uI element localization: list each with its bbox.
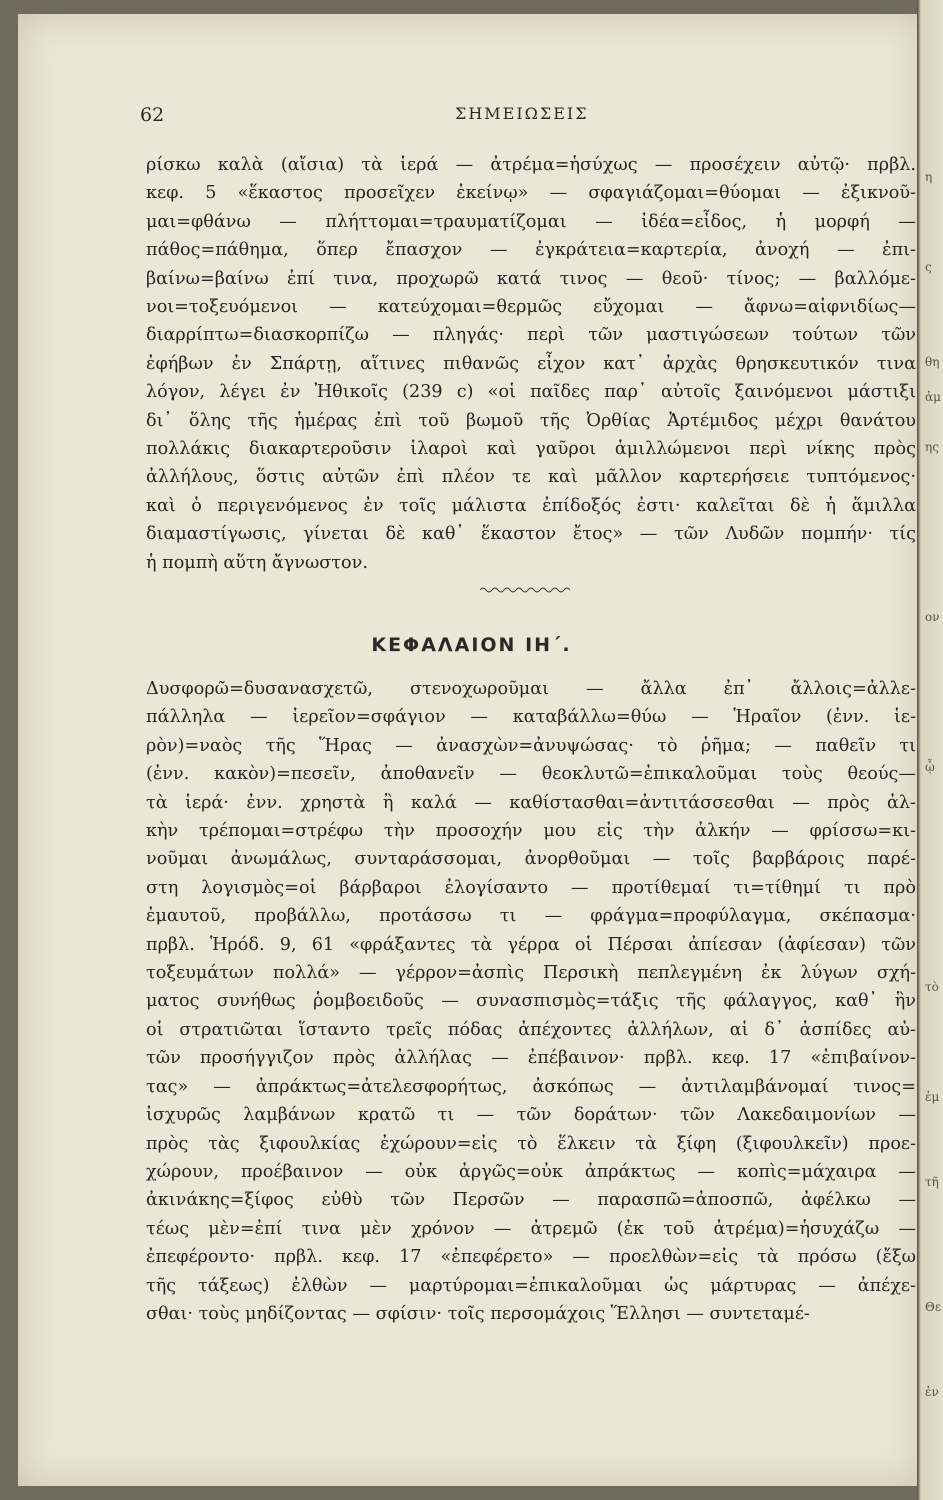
text-line: ματος συνήθως ῥομβοειδοῦς — συνασπισμὸς=τάξις τῆς φάλαγγος, καθ᾿ ἣν xyxy=(146,991,916,1012)
text-line: ἐπεφέροντο· πρβλ. κεφ. 17 «ἐπεφέρετο» — προελθὼν=εἰς τὰ πρόσω (ἔξω xyxy=(146,1247,916,1268)
edge-fragment: Θε xyxy=(925,1300,942,1314)
running-head: ΣΗΜΕΙΩΣΕΙΣ xyxy=(455,104,589,123)
text-line: χώρουν, προέβαινον — οὐκ ἀργῶς=οὐκ ἀπράκτως — κοπὶς=μάχαιρα — xyxy=(146,1161,916,1182)
text-line: πάθος=πάθημα, ὅπερ ἔπασχον — ἐγκράτεια=καρτερία, ἀνοχή — ἐπι- xyxy=(146,240,916,261)
text-line: πολλάκις διακαρτεροῦσιν ἱλαροὶ καὶ γαῦροι ἁμιλλώμενοι περὶ νίκης πρὸς xyxy=(146,439,916,460)
text-line: ρὸν)=ναὸς τῆς Ἥρας — ἀνασχὼν=ἀνυψώσας· τὸ ῥῆμα; — παθεῖν τι xyxy=(146,735,916,756)
text-line: δι᾿ ὅλης τῆς ἡμέρας ἐπὶ τοῦ βωμοῦ τῆς Ὀρθίας Ἀρτέμιδος μέχρι θανάτου xyxy=(146,410,916,431)
text-line: τῆς τάξεως) ἐλθὼν — μαρτύρομαι=ἐπικαλοῦμαι ὡς μάρτυρας — ἀπέχε- xyxy=(146,1275,916,1296)
edge-fragment: ον xyxy=(925,610,940,624)
text-line: ρίσκω καλὰ (αἴσια) τὰ ἱερά — ἀτρέμα=ἡσύχως — προσέχειν αὐτῷ· πρβλ. xyxy=(146,155,916,175)
edge-fragment: θη xyxy=(925,355,940,369)
commentary-block-chapter-17 xyxy=(146,151,916,577)
text-line: ἡ πομπὴ αὕτη ἄγνωστον. xyxy=(146,552,368,573)
edge-fragment: ἐμ xyxy=(925,1090,940,1104)
text-line: ἰσχυρῶς λαμβάνων κρατῶ τι — τῶν δοράτων· τῶν Λακεδαιμονίων — xyxy=(146,1105,916,1126)
text-line: οἱ στρατιῶται ἵσταντο τρεῖς πόδας ἀπέχοντες ἀλλήλων, αἱ δ᾿ ἀσπίδες αὐ- xyxy=(146,1019,916,1040)
edge-fragment: ᾧ xyxy=(925,760,935,774)
text-line: τας» — ἀπράκτως=ἀτελεσφορήτως, ἀσκόπως — ἀντιλαμβάνομαί τινος= xyxy=(146,1076,916,1097)
text-line: νοῦμαι ἀνωμάλως, συνταράσσομαι, ἀνορθοῦμαι — τοῖς βαρβάροις παρέ- xyxy=(146,849,916,870)
text-line: διαρρίπτω=διασκορπίζω — πληγάς· περὶ τῶν μαστιγώσεων τούτων τῶν xyxy=(146,325,916,346)
text-line: διαμαστίγωσις, γίνεται δὲ καθ᾿ ἕκαστον ἔτος» — τῶν Λυδῶν πομπήν· τίς xyxy=(146,524,916,545)
text-line: τῶν προσήγγιζον πρὸς ἀλλήλας — ἐπέβαινον· πρβλ. κεφ. 17 «ἐπιβαίνον- xyxy=(146,1048,916,1069)
edge-fragment: τῆ xyxy=(925,1175,939,1189)
text-line: τὰ ἱερά· ἐνν. χρηστὰ ἢ καλά — καθίστασθαι=ἀντιτάσσεσθαι — πρὸς ἀλ- xyxy=(146,792,916,813)
text-line: τέως μὲν=ἐπί τινα μὲν χρόνον — ἀτρεμῶ (ἐκ τοῦ ἀτρέμα)=ἡσυχάζω — xyxy=(146,1218,916,1239)
text-line: κεφ. 5 «ἕκαστος προσεῖχεν ἐκείνῳ» — σφαγιάζομαι=θύομαι — ἐξικνοῦ- xyxy=(146,183,916,204)
edge-fragment: ἀμ xyxy=(925,390,941,404)
text-line: κὴν τρέπομαι=στρέφω τὴν προσοχήν μου εἰς τὴν ἀλκήν — φρίσσω=κι- xyxy=(146,821,916,842)
text-line: βαίνω=βαίνω ἐπί τινα, προχωρῶ κατά τινος — θεοῦ· τίνος; — βαλλόμε- xyxy=(146,268,916,289)
page-number: 62 xyxy=(140,104,165,126)
text-line: στη λογισμὸς=οἱ βάρβαροι ἐλογίσαντο — προτίθεμαί τι=τίθημί τι πρὸ xyxy=(146,877,916,898)
text-line: καὶ ὁ περιγενόμενος ἐν τοῖς μάλιστα ἐπίδοξός ἐστι· καλεῖται δὲ ἡ ἅμιλλα xyxy=(146,495,916,516)
text-line: (ἐνν. κακὸν)=πεσεῖν, ἀποθανεῖν — θεοκλυτῶ=ἐπικαλοῦμαι τοὺς θεούς— xyxy=(146,764,916,785)
section-divider-ornament xyxy=(480,586,570,594)
edge-fragment: ς xyxy=(925,260,932,274)
text-line: ἐμαυτοῦ, προβάλλω, προτάσσω τι — φράγμα=προφύλαγμα, σκέπασμα· xyxy=(146,906,916,927)
page-header xyxy=(120,86,920,126)
text-line: ἀλλήλους, ὅστις αὐτῶν ἐπὶ πλέον τε καὶ μᾶλλον καρτερήσειε τυπτόμενος· xyxy=(146,467,916,488)
text-line: πάλληλα — ἱερεῖον=σφάγιον — καταβάλλω=θύω — Ἡραῖον (ἐνν. ἱε- xyxy=(146,707,916,728)
text-line: Δυσφορῶ=δυσανασχετῶ, στενοχωροῦμαι — ἄλλα ἐπ᾿ ἄλλοις=ἀλλε- xyxy=(146,679,916,699)
text-line: τοξευμάτων πολλά» — γέρρον=ἀσπὶς Περσικὴ πεπλεγμένη ἐκ λύγων σχή- xyxy=(146,963,916,984)
commentary-block-chapter-18 xyxy=(146,675,916,1328)
edge-fragment: ης xyxy=(925,440,939,454)
text-line: σθαι· τοὺς μηδίζοντας — σφίσιν· τοῖς περσομάχοις Ἕλλησι — συντεταμέ- xyxy=(146,1303,810,1324)
edge-fragment: η xyxy=(925,170,933,184)
chapter-heading: ΚΕΦΑΛΑΙΟΝ ΙΗ΄. xyxy=(371,634,572,656)
text-line: μαι=φθάνω — πλήττομαι=τραυματίζομαι — ἰδέα=εἶδος, ἡ μορφή — xyxy=(146,211,916,232)
text-line: πρβλ. Ἡρόδ. 9, 61 «φράξαντες τὰ γέρρα οἱ Πέρσαι ἀπίεσαν (ἀφίεσαν) τῶν xyxy=(146,934,916,955)
text-line: λόγον, λέγει ἐν Ἠθικοῖς (239 c) «οἱ παῖδες παρ᾿ αὐτοῖς ξαινόμενοι μάστιξι xyxy=(146,382,916,403)
text-line: πρὸς τὰς ξιφουλκίας ἐχώρουν=εἰς τὸ ἕλκειν τὰ ξίφη (ξιφουλκεῖν) προε- xyxy=(146,1133,916,1154)
text-line: ἐφήβων ἐν Σπάρτῃ, αἵτινες πιθανῶς εἶχον κατ᾿ ἀρχὰς θρησκευτικόν τινα xyxy=(146,353,916,374)
edge-fragment: τὸ xyxy=(925,980,939,994)
text-line: ἀκινάκης=ξίφος εὐθὺ τῶν Περσῶν — παρασπῶ=ἀποσπῶ, ἀφέλκω — xyxy=(146,1190,916,1211)
adjacent-page-edge xyxy=(917,0,943,1500)
text-line: νοι=τοξευόμενοι — κατεύχομαι=θερμῶς εὔχομαι — ἄφνω=αἰφνιδίως— xyxy=(146,297,916,318)
edge-fragment: ἐν xyxy=(925,1385,939,1399)
